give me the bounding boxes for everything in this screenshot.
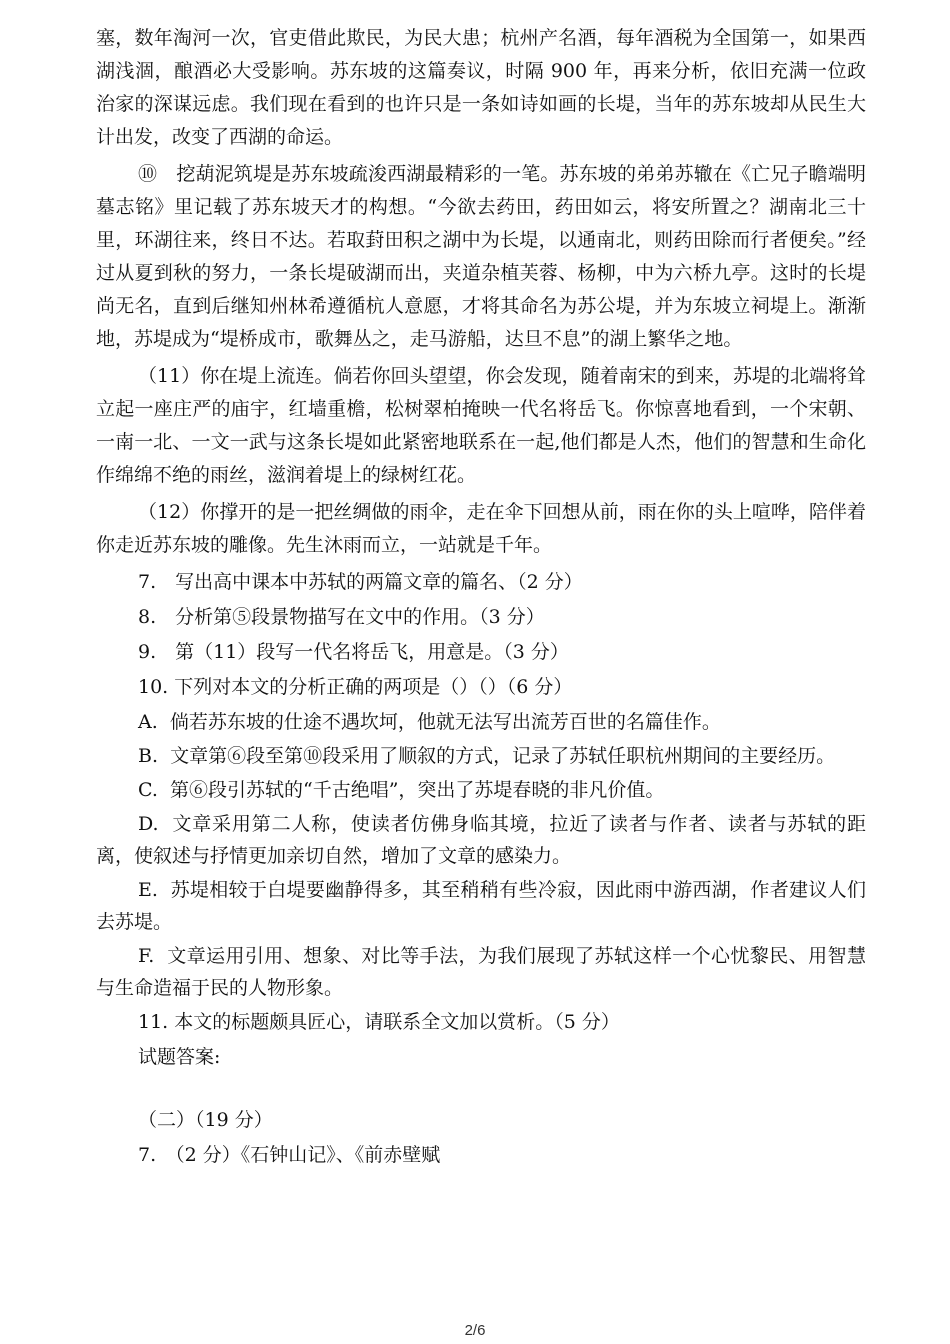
paragraph-intro-continued: 塞，数年淘河一次，官吏借此欺民，为民大患；杭州产名酒，每年酒税为全国第一，如果西湖浅涸，酿酒必大受影响。苏东坡的这篇奏议，时隔 900 年，再来分析，依旧充满一位政治家的深谋远虑。我们现在看到的也许只是一条如诗如画的长堤，当年的苏东坡却从民生大计出发，改变了西湖的命运。 <box>96 27 866 148</box>
question-7: 7. 写出高中课本中苏轼的两篇文章的篇名、（2 分） <box>138 571 583 593</box>
question-9: 9. 第（11）段写一代名将岳飞，用意是。（3 分） <box>138 641 569 663</box>
option-f: F. 文章运用引用、想象、对比等手法，为我们展现了苏轼这样一个心忧黎民、用智慧与生命造福于民的人物形象。 <box>96 945 866 999</box>
answer-7: 7. （2 分）《石钟山记》、《前赤壁赋 <box>138 1144 441 1166</box>
paragraph-12: （12）你撑开的是一把丝绸做的雨伞，走在伞下回想从前，雨在你的头上喧哗，陪伴着你走近苏东坡的雕像。先生沐雨而立，一站就是千年。 <box>96 501 866 556</box>
paragraph-10: ⑩ 挖葫泥筑堤是苏东坡疏浚西湖最精彩的一笔。苏东坡的弟弟苏辙在《亡兄子瞻端明墓志铭》里记载了苏东坡天才的构想。“今欲去药田，药田如云，将安所置之？湖南北三十里，环湖往来，终日不达。若取葑田积之湖中为长堤，以通南北，则药田除而行者便矣。”经过从夏到秋的努力，一条长堤破湖而出，夹道杂植芙蓉、杨柳，中为六桥九亭。这时的长堤尚无名，直到后继知州林希遵循杭人意愿，才将其命名为苏公堤，并为东坡立祠堤上。渐渐地，苏堤成为“堤桥成市，歌舞丛之，走马游船，达旦不息”的湖上繁华之地。 <box>96 163 866 350</box>
paragraph-11: （11）你在堤上流连。倘若你回头望望，你会发现，随着南宋的到来，苏堤的北端将耸立起一座庄严的庙宇，红墙重檐，松树翠柏掩映一代名将岳飞。你惊喜地看到，一个宋朝、一南一北、一文一武与这条长堤如此紧密地联系在一起,他们都是人杰，他们的智慧和生命化作绵绵不绝的雨丝，滋润着堤上的绿树红花。 <box>96 365 866 486</box>
option-c: C. 第⑥段引苏轼的“千古绝唱”，突出了苏堤春晓的非凡价值。 <box>138 779 665 801</box>
option-e: E. 苏堤相较于白堤要幽静得多，其至稍稍有些冷寂，因此雨中游西湖，作者建议人们去苏堤。 <box>96 879 866 933</box>
option-a: A. 倘若苏东坡的仕途不遇坎坷，他就无法写出流芳百世的名篇佳作。 <box>138 711 721 733</box>
answer-gap <box>96 1076 866 1104</box>
option-d: D. 文章采用第二人称，使读者仿佛身临其境，拉近了读者与作者、读者与苏轼的距离，使叙述与抒情更加亲切自然，增加了文章的感染力。 <box>96 813 866 867</box>
answer-section-heading: （二）（19 分） <box>138 1109 273 1131</box>
question-10: 10. 下列对本文的分析正确的两项是（）（）（6 分） <box>138 676 573 698</box>
document-page <box>96 22 866 1174</box>
option-b: B. 文章第⑥段至第⑩段采用了顺叙的方式，记录了苏轼任职杭州期间的主要经历。 <box>138 745 836 767</box>
question-11: 11. 本文的标题颇具匠心，请联系全文加以赏析。（5 分） <box>138 1011 620 1033</box>
question-8: 8. 分析第⑤段景物描写在文中的作用。（3 分） <box>138 606 545 628</box>
page-number: 2/6 <box>464 1322 486 1339</box>
answer-label: 试题答案: <box>138 1046 221 1068</box>
